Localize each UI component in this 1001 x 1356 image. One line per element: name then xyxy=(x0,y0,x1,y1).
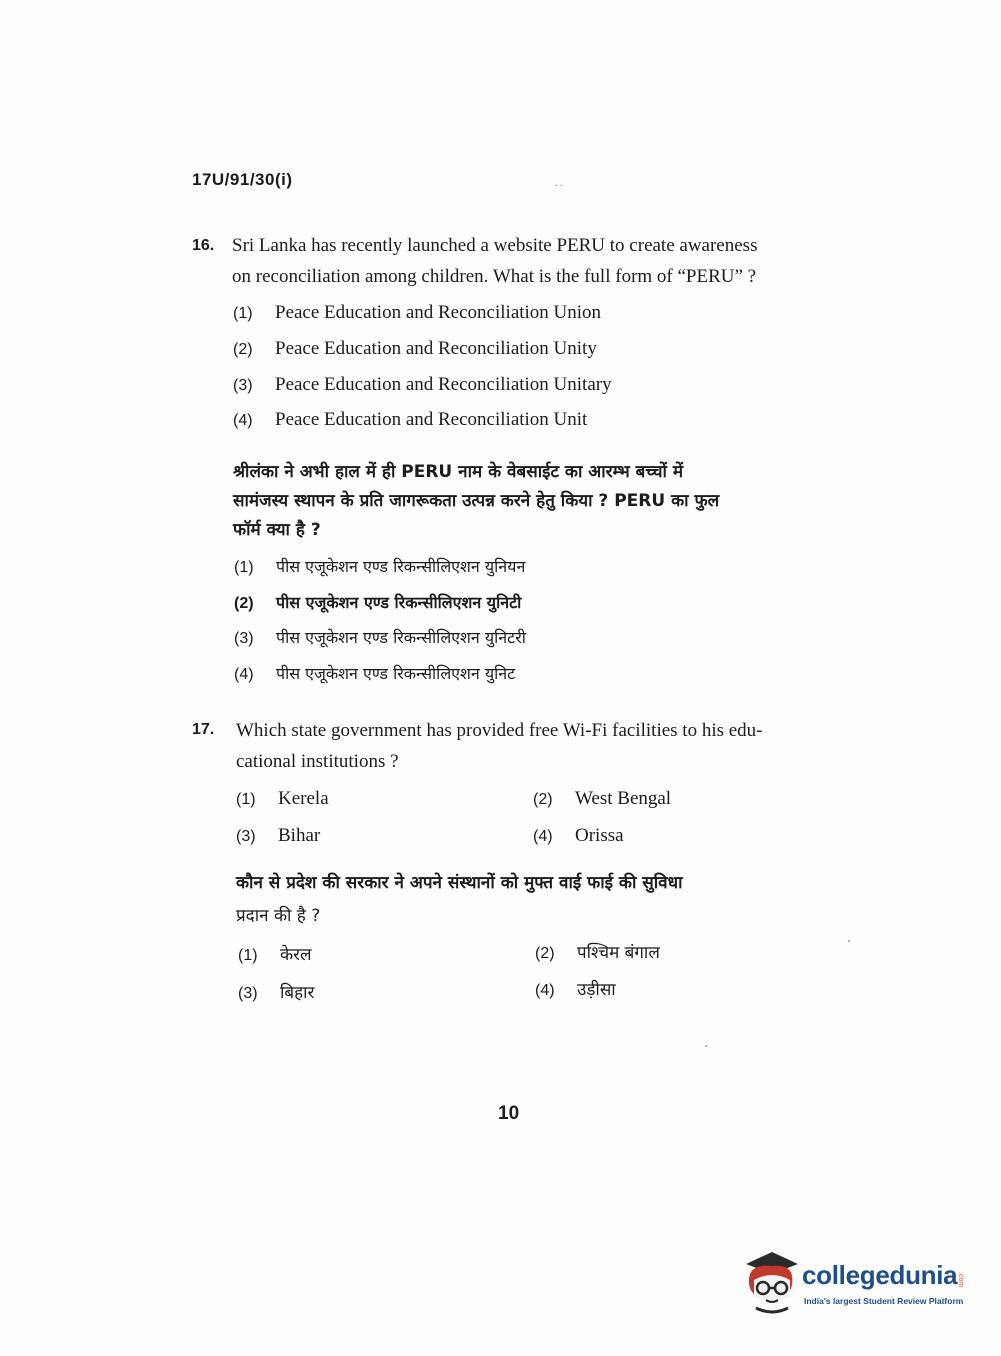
mascot-collar xyxy=(756,1308,788,1312)
option-number: (1) xyxy=(238,947,258,964)
logo-tagline: India's largest Student Review Platform xyxy=(804,1296,964,1306)
hindi-option-2 xyxy=(234,591,521,613)
option-text: केरल xyxy=(280,945,312,965)
scan-dots: . . xyxy=(555,178,563,189)
option-4 xyxy=(233,409,587,431)
option-text: पीस एजूकेशन एण्ड रिकन्सीलिएशन युनिटरी xyxy=(276,628,526,647)
hindi-option-3 xyxy=(234,626,526,648)
option-3 xyxy=(236,825,320,847)
hindi-question-line: सामंजस्य स्थापन के प्रति जागरूकता उत्पन्न करने हेतु किया ? PERU का फुल xyxy=(233,491,720,511)
option-text: पीस एजूकेशन एण्ड रिकन्सीलिएशन युनियन xyxy=(276,557,526,576)
option-text: बिहार xyxy=(280,983,315,1003)
option-text: Peace Education and Reconciliation Unity xyxy=(275,338,597,359)
logo-wordmark: collegedunia xyxy=(802,1260,958,1290)
option-number: (2) xyxy=(233,341,253,358)
option-text: उड़ीसा xyxy=(577,980,616,1000)
option-text: Bihar xyxy=(278,825,321,846)
hindi-option-4 xyxy=(234,662,515,684)
option-3 xyxy=(233,374,612,396)
mascot-icon xyxy=(742,1250,800,1316)
question-line: cational institutions ? xyxy=(236,751,399,772)
hindi-option-1 xyxy=(234,555,525,577)
option-text: Peace Education and Reconciliation Union xyxy=(275,302,602,323)
hindi-question-line: श्रीलंका ने अभी हाल में ही PERU नाम के वेबसाईट का आरम्भ बच्चों में xyxy=(233,462,684,482)
option-number: (2) xyxy=(533,791,553,808)
option-number: (2) xyxy=(234,595,254,612)
hindi-question-line: प्रदान की है ? xyxy=(236,906,321,926)
hindi-question-line: कौन से प्रदेश की सरकार ने अपने संस्थानों को मुफ्त वाई फाई की सुविधा xyxy=(236,873,683,893)
option-4 xyxy=(533,825,624,847)
option-text: Orissa xyxy=(575,825,624,846)
option-number: (1) xyxy=(234,559,254,576)
option-text: पश्चिम बंगाल xyxy=(577,943,660,963)
hindi-option-2 xyxy=(535,940,660,963)
collegedunia-logo xyxy=(742,1250,972,1320)
option-text: Peace Education and Reconciliation Unit xyxy=(275,409,588,430)
question-number: 17. xyxy=(192,721,215,738)
option-2 xyxy=(533,788,671,810)
option-text: Peace Education and Reconciliation Unitary xyxy=(275,374,612,395)
question-line: on reconciliation among children. What is the full form of “PERU” ? xyxy=(232,266,757,287)
option-number: (4) xyxy=(533,828,553,845)
option-2 xyxy=(233,338,597,360)
option-number: (4) xyxy=(233,412,253,429)
option-text: पीस एजूकेशन एण्ड रिकन्सीलिएशन युनिटी xyxy=(276,593,522,612)
question-number: 16. xyxy=(192,237,215,254)
scan-speck xyxy=(848,940,850,942)
hindi-option-1 xyxy=(238,942,312,965)
question-line: Which state government has provided free Wi-Fi facilities to his edu- xyxy=(236,720,763,741)
hindi-option-4 xyxy=(535,977,616,1000)
option-1 xyxy=(233,302,601,324)
scan-speck xyxy=(705,1045,707,1047)
logo-suffix: .com xyxy=(957,1272,964,1288)
option-number: (1) xyxy=(233,305,253,322)
option-text: West Bengal xyxy=(575,788,672,809)
question-line: Sri Lanka has recently launched a website PERU to create awareness xyxy=(232,235,758,256)
option-number: (3) xyxy=(238,985,258,1002)
option-number: (4) xyxy=(535,982,555,999)
option-text: Kerela xyxy=(278,788,329,809)
option-number: (2) xyxy=(535,945,555,962)
paper-code: 17U/91/30(i) xyxy=(192,170,293,189)
option-number: (3) xyxy=(236,828,256,845)
hindi-question-line: फॉर्म क्या है ? xyxy=(233,520,321,540)
option-1 xyxy=(236,788,329,810)
option-number: (3) xyxy=(234,630,254,647)
option-number: (4) xyxy=(234,666,254,683)
option-text: पीस एजूकेशन एण्ड रिकन्सीलिएशन युनिट xyxy=(276,664,516,683)
hindi-option-3 xyxy=(238,980,315,1003)
option-number: (1) xyxy=(236,791,256,808)
page-number: 10 xyxy=(498,1103,520,1124)
option-number: (3) xyxy=(233,377,253,394)
